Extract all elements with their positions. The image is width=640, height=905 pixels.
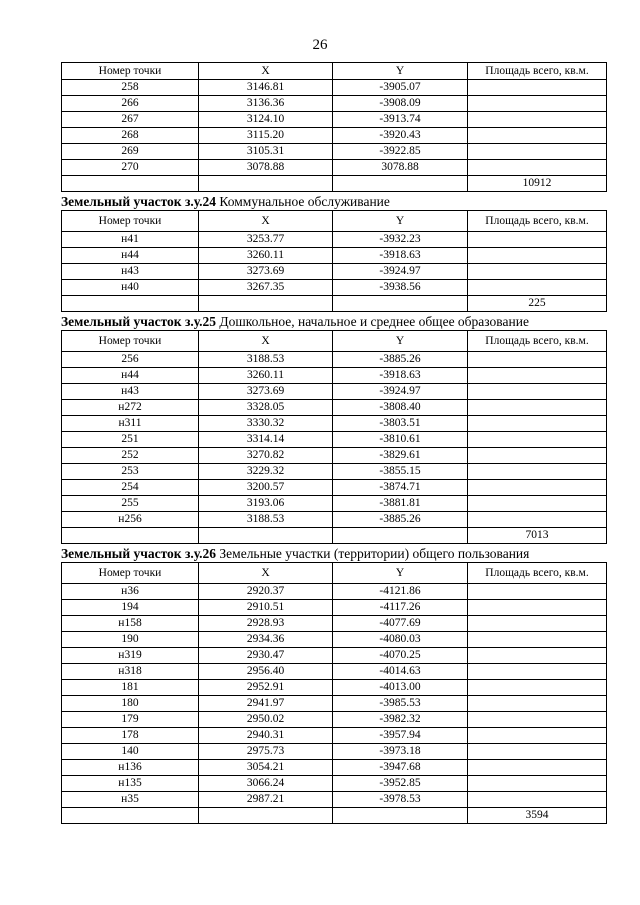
table-row bbox=[62, 512, 607, 528]
table-row bbox=[62, 264, 607, 280]
table-row bbox=[62, 248, 607, 264]
cell-y: -3952.85 bbox=[333, 776, 468, 792]
table-row bbox=[62, 584, 607, 600]
area-total-value: 225 bbox=[468, 296, 607, 312]
cell-area-empty bbox=[468, 680, 607, 696]
cell-point-number: 268 bbox=[62, 128, 199, 144]
cell-area-empty bbox=[468, 664, 607, 680]
cell-x: 2930.47 bbox=[199, 648, 333, 664]
table-row bbox=[62, 80, 607, 96]
cell-y: -3918.63 bbox=[333, 368, 468, 384]
header-area: Площадь всего, кв.м. bbox=[468, 563, 607, 584]
table-row bbox=[62, 416, 607, 432]
cell-area-empty bbox=[468, 96, 607, 112]
cell-x: 3066.24 bbox=[199, 776, 333, 792]
total-row-empty-cell bbox=[62, 808, 199, 824]
cell-y: -3905.07 bbox=[333, 80, 468, 96]
section-caption-description: Коммунальное обслуживание bbox=[216, 194, 390, 209]
section-caption bbox=[61, 313, 606, 330]
cell-y: -3932.23 bbox=[333, 232, 468, 248]
cell-point-number: 140 bbox=[62, 744, 199, 760]
cell-x: 2910.51 bbox=[199, 600, 333, 616]
page-number: 26 bbox=[312, 37, 328, 53]
cell-area-empty bbox=[468, 448, 607, 464]
cell-point-number: 190 bbox=[62, 632, 199, 648]
cell-x: 2987.21 bbox=[199, 792, 333, 808]
cell-y: -3810.61 bbox=[333, 432, 468, 448]
cell-y: -3985.53 bbox=[333, 696, 468, 712]
table-row bbox=[62, 112, 607, 128]
cell-point-number: н135 bbox=[62, 776, 199, 792]
table-row bbox=[62, 384, 607, 400]
cell-y: -3885.26 bbox=[333, 352, 468, 368]
cell-x: 3270.82 bbox=[199, 448, 333, 464]
cell-area-empty bbox=[468, 416, 607, 432]
header-area: Площадь всего, кв.м. bbox=[468, 211, 607, 232]
cell-x: 2952.91 bbox=[199, 680, 333, 696]
cell-area-empty bbox=[468, 584, 607, 600]
cell-x: 2975.73 bbox=[199, 744, 333, 760]
cell-area-empty bbox=[468, 464, 607, 480]
coordinates-table bbox=[61, 562, 607, 824]
area-total-row bbox=[62, 528, 607, 544]
cell-area-empty bbox=[468, 112, 607, 128]
coordinates-table bbox=[61, 210, 607, 312]
total-row-empty-cell bbox=[333, 528, 468, 544]
cell-y: -4121.86 bbox=[333, 584, 468, 600]
cell-y: -3982.32 bbox=[333, 712, 468, 728]
cell-area-empty bbox=[468, 80, 607, 96]
cell-y: -4014.63 bbox=[333, 664, 468, 680]
cell-point-number: 179 bbox=[62, 712, 199, 728]
cell-point-number: 254 bbox=[62, 480, 199, 496]
section-caption-description: Земельные участки (территории) общего пользования bbox=[216, 546, 530, 561]
cell-area-empty bbox=[468, 400, 607, 416]
header-y: Y bbox=[333, 563, 468, 584]
cell-y: -3957.94 bbox=[333, 728, 468, 744]
cell-y: -4013.00 bbox=[333, 680, 468, 696]
cell-y: -3947.68 bbox=[333, 760, 468, 776]
cell-x: 3054.21 bbox=[199, 760, 333, 776]
table-row bbox=[62, 400, 607, 416]
cell-point-number: н136 bbox=[62, 760, 199, 776]
total-row-empty-cell bbox=[333, 808, 468, 824]
cell-area-empty bbox=[468, 128, 607, 144]
cell-point-number: н44 bbox=[62, 248, 199, 264]
table-row bbox=[62, 648, 607, 664]
header-point-number: Номер точки bbox=[62, 211, 199, 232]
table-row bbox=[62, 160, 607, 176]
total-row-empty-cell bbox=[62, 296, 199, 312]
cell-y: -4080.03 bbox=[333, 632, 468, 648]
cell-x: 3330.32 bbox=[199, 416, 333, 432]
cell-point-number: н318 bbox=[62, 664, 199, 680]
cell-area-empty bbox=[468, 728, 607, 744]
cell-x: 3105.31 bbox=[199, 144, 333, 160]
cell-x: 3115.20 bbox=[199, 128, 333, 144]
cell-x: 3136.36 bbox=[199, 96, 333, 112]
cell-point-number: 256 bbox=[62, 352, 199, 368]
cell-x: 3273.69 bbox=[199, 264, 333, 280]
cell-point-number: 181 bbox=[62, 680, 199, 696]
cell-area-empty bbox=[468, 600, 607, 616]
cell-area-empty bbox=[468, 712, 607, 728]
cell-area-empty bbox=[468, 352, 607, 368]
table-row bbox=[62, 368, 607, 384]
table-row bbox=[62, 496, 607, 512]
cell-point-number: 266 bbox=[62, 96, 199, 112]
total-row-empty-cell bbox=[199, 296, 333, 312]
area-total-value: 7013 bbox=[468, 528, 607, 544]
cell-point-number: 255 bbox=[62, 496, 199, 512]
cell-point-number: 251 bbox=[62, 432, 199, 448]
header-y: Y bbox=[333, 63, 468, 80]
cell-x: 3260.11 bbox=[199, 248, 333, 264]
cell-point-number: 194 bbox=[62, 600, 199, 616]
header-y: Y bbox=[333, 211, 468, 232]
cell-y: -3874.71 bbox=[333, 480, 468, 496]
cell-point-number: 252 bbox=[62, 448, 199, 464]
section-caption bbox=[61, 545, 606, 562]
cell-area-empty bbox=[468, 744, 607, 760]
cell-area-empty bbox=[468, 480, 607, 496]
cell-x: 3124.10 bbox=[199, 112, 333, 128]
cell-point-number: 258 bbox=[62, 80, 199, 96]
cell-x: 2920.37 bbox=[199, 584, 333, 600]
table-row bbox=[62, 432, 607, 448]
coordinates-table bbox=[61, 330, 607, 544]
cell-x: 3200.57 bbox=[199, 480, 333, 496]
cell-point-number: 253 bbox=[62, 464, 199, 480]
cell-y: -4070.25 bbox=[333, 648, 468, 664]
table-row bbox=[62, 128, 607, 144]
table-row bbox=[62, 616, 607, 632]
table-row bbox=[62, 792, 607, 808]
cell-y: -3829.61 bbox=[333, 448, 468, 464]
table-row bbox=[62, 352, 607, 368]
cell-point-number: н319 bbox=[62, 648, 199, 664]
header-y: Y bbox=[333, 331, 468, 352]
cell-point-number: н44 bbox=[62, 368, 199, 384]
cell-point-number: н35 bbox=[62, 792, 199, 808]
cell-x: 3273.69 bbox=[199, 384, 333, 400]
cell-y: -3885.26 bbox=[333, 512, 468, 528]
cell-y: -3918.63 bbox=[333, 248, 468, 264]
cell-y: -3803.51 bbox=[333, 416, 468, 432]
cell-point-number: н256 bbox=[62, 512, 199, 528]
cell-x: 3253.77 bbox=[199, 232, 333, 248]
header-point-number: Номер точки bbox=[62, 563, 199, 584]
table-row bbox=[62, 680, 607, 696]
cell-y: -4117.26 bbox=[333, 600, 468, 616]
header-x: X bbox=[199, 331, 333, 352]
table-row bbox=[62, 144, 607, 160]
cell-x: 3229.32 bbox=[199, 464, 333, 480]
total-row-empty-cell bbox=[199, 528, 333, 544]
cell-area-empty bbox=[468, 648, 607, 664]
cell-y: -3924.97 bbox=[333, 384, 468, 400]
cell-y: -3973.18 bbox=[333, 744, 468, 760]
cell-area-empty bbox=[468, 248, 607, 264]
cell-point-number: 269 bbox=[62, 144, 199, 160]
cell-point-number: 270 bbox=[62, 160, 199, 176]
table-row bbox=[62, 480, 607, 496]
cell-point-number: н40 bbox=[62, 280, 199, 296]
table-header-row bbox=[62, 63, 607, 80]
table-row bbox=[62, 464, 607, 480]
cell-y: -4077.69 bbox=[333, 616, 468, 632]
coordinates-table bbox=[61, 62, 607, 192]
header-point-number: Номер точки bbox=[62, 63, 199, 80]
total-row-empty-cell bbox=[333, 176, 468, 192]
cell-y: -3922.85 bbox=[333, 144, 468, 160]
cell-area-empty bbox=[468, 760, 607, 776]
cell-point-number: 178 bbox=[62, 728, 199, 744]
area-total-value: 3594 bbox=[468, 808, 607, 824]
table-row bbox=[62, 744, 607, 760]
cell-point-number: н43 bbox=[62, 384, 199, 400]
cell-area-empty bbox=[468, 776, 607, 792]
cell-x: 2956.40 bbox=[199, 664, 333, 680]
cell-point-number: н311 bbox=[62, 416, 199, 432]
table-header-row bbox=[62, 211, 607, 232]
cell-y: -3808.40 bbox=[333, 400, 468, 416]
header-x: X bbox=[199, 563, 333, 584]
cell-x: 3188.53 bbox=[199, 512, 333, 528]
total-row-empty-cell bbox=[199, 176, 333, 192]
section-caption-title: Земельный участок з.у.25 bbox=[61, 314, 217, 329]
table-row bbox=[62, 696, 607, 712]
cell-y: -3938.56 bbox=[333, 280, 468, 296]
table-row bbox=[62, 776, 607, 792]
cell-area-empty bbox=[468, 792, 607, 808]
cell-y: -3881.81 bbox=[333, 496, 468, 512]
cell-y: -3978.53 bbox=[333, 792, 468, 808]
cell-point-number: н272 bbox=[62, 400, 199, 416]
section-caption-description: Дошкольное, начальное и среднее общее образование bbox=[216, 314, 529, 329]
table-row bbox=[62, 728, 607, 744]
cell-x: 3328.05 bbox=[199, 400, 333, 416]
total-row-empty-cell bbox=[199, 808, 333, 824]
cell-y: -3855.15 bbox=[333, 464, 468, 480]
table-row bbox=[62, 600, 607, 616]
cell-area-empty bbox=[468, 496, 607, 512]
area-total-value: 10912 bbox=[468, 176, 607, 192]
section-caption bbox=[61, 193, 606, 210]
cell-area-empty bbox=[468, 264, 607, 280]
cell-area-empty bbox=[468, 632, 607, 648]
header-point-number: Номер точки bbox=[62, 331, 199, 352]
table-row bbox=[62, 448, 607, 464]
total-row-empty-cell bbox=[62, 528, 199, 544]
cell-area-empty bbox=[468, 280, 607, 296]
cell-area-empty bbox=[468, 512, 607, 528]
cell-point-number: 267 bbox=[62, 112, 199, 128]
cell-area-empty bbox=[468, 232, 607, 248]
table-row bbox=[62, 712, 607, 728]
header-area: Площадь всего, кв.м. bbox=[468, 331, 607, 352]
cell-area-empty bbox=[468, 616, 607, 632]
header-x: X bbox=[199, 211, 333, 232]
cell-y: -3920.43 bbox=[333, 128, 468, 144]
table-row bbox=[62, 664, 607, 680]
header-x: X bbox=[199, 63, 333, 80]
cell-area-empty bbox=[468, 368, 607, 384]
cell-point-number: 180 bbox=[62, 696, 199, 712]
cell-x: 3267.35 bbox=[199, 280, 333, 296]
cell-x: 2941.97 bbox=[199, 696, 333, 712]
section-caption-title: Земельный участок з.у.24 bbox=[61, 194, 217, 209]
cell-x: 3314.14 bbox=[199, 432, 333, 448]
cell-x: 3188.53 bbox=[199, 352, 333, 368]
cell-x: 2940.31 bbox=[199, 728, 333, 744]
area-total-row bbox=[62, 808, 607, 824]
section-caption-title: Земельный участок з.у.26 bbox=[61, 546, 217, 561]
cell-y: -3908.09 bbox=[333, 96, 468, 112]
table-row bbox=[62, 96, 607, 112]
total-row-empty-cell bbox=[333, 296, 468, 312]
cell-x: 2928.93 bbox=[199, 616, 333, 632]
cell-x: 3193.06 bbox=[199, 496, 333, 512]
cell-y: -3924.97 bbox=[333, 264, 468, 280]
table-row bbox=[62, 280, 607, 296]
cell-x: 2950.02 bbox=[199, 712, 333, 728]
area-total-row bbox=[62, 296, 607, 312]
cell-x: 3078.88 bbox=[199, 160, 333, 176]
area-total-row bbox=[62, 176, 607, 192]
table-row bbox=[62, 632, 607, 648]
cell-area-empty bbox=[468, 384, 607, 400]
cell-point-number: н43 bbox=[62, 264, 199, 280]
cell-x: 2934.36 bbox=[199, 632, 333, 648]
table-row bbox=[62, 232, 607, 248]
cell-area-empty bbox=[468, 144, 607, 160]
table-header-row bbox=[62, 563, 607, 584]
header-area: Площадь всего, кв.м. bbox=[468, 63, 607, 80]
cell-area-empty bbox=[468, 160, 607, 176]
cell-point-number: н41 bbox=[62, 232, 199, 248]
cell-x: 3260.11 bbox=[199, 368, 333, 384]
cell-point-number: н158 bbox=[62, 616, 199, 632]
cell-y: -3913.74 bbox=[333, 112, 468, 128]
table-row bbox=[62, 760, 607, 776]
cell-point-number: н36 bbox=[62, 584, 199, 600]
cell-x: 3146.81 bbox=[199, 80, 333, 96]
cell-y: 3078.88 bbox=[333, 160, 468, 176]
document-content bbox=[61, 62, 606, 824]
cell-area-empty bbox=[468, 696, 607, 712]
cell-area-empty bbox=[468, 432, 607, 448]
table-header-row bbox=[62, 331, 607, 352]
total-row-empty-cell bbox=[62, 176, 199, 192]
